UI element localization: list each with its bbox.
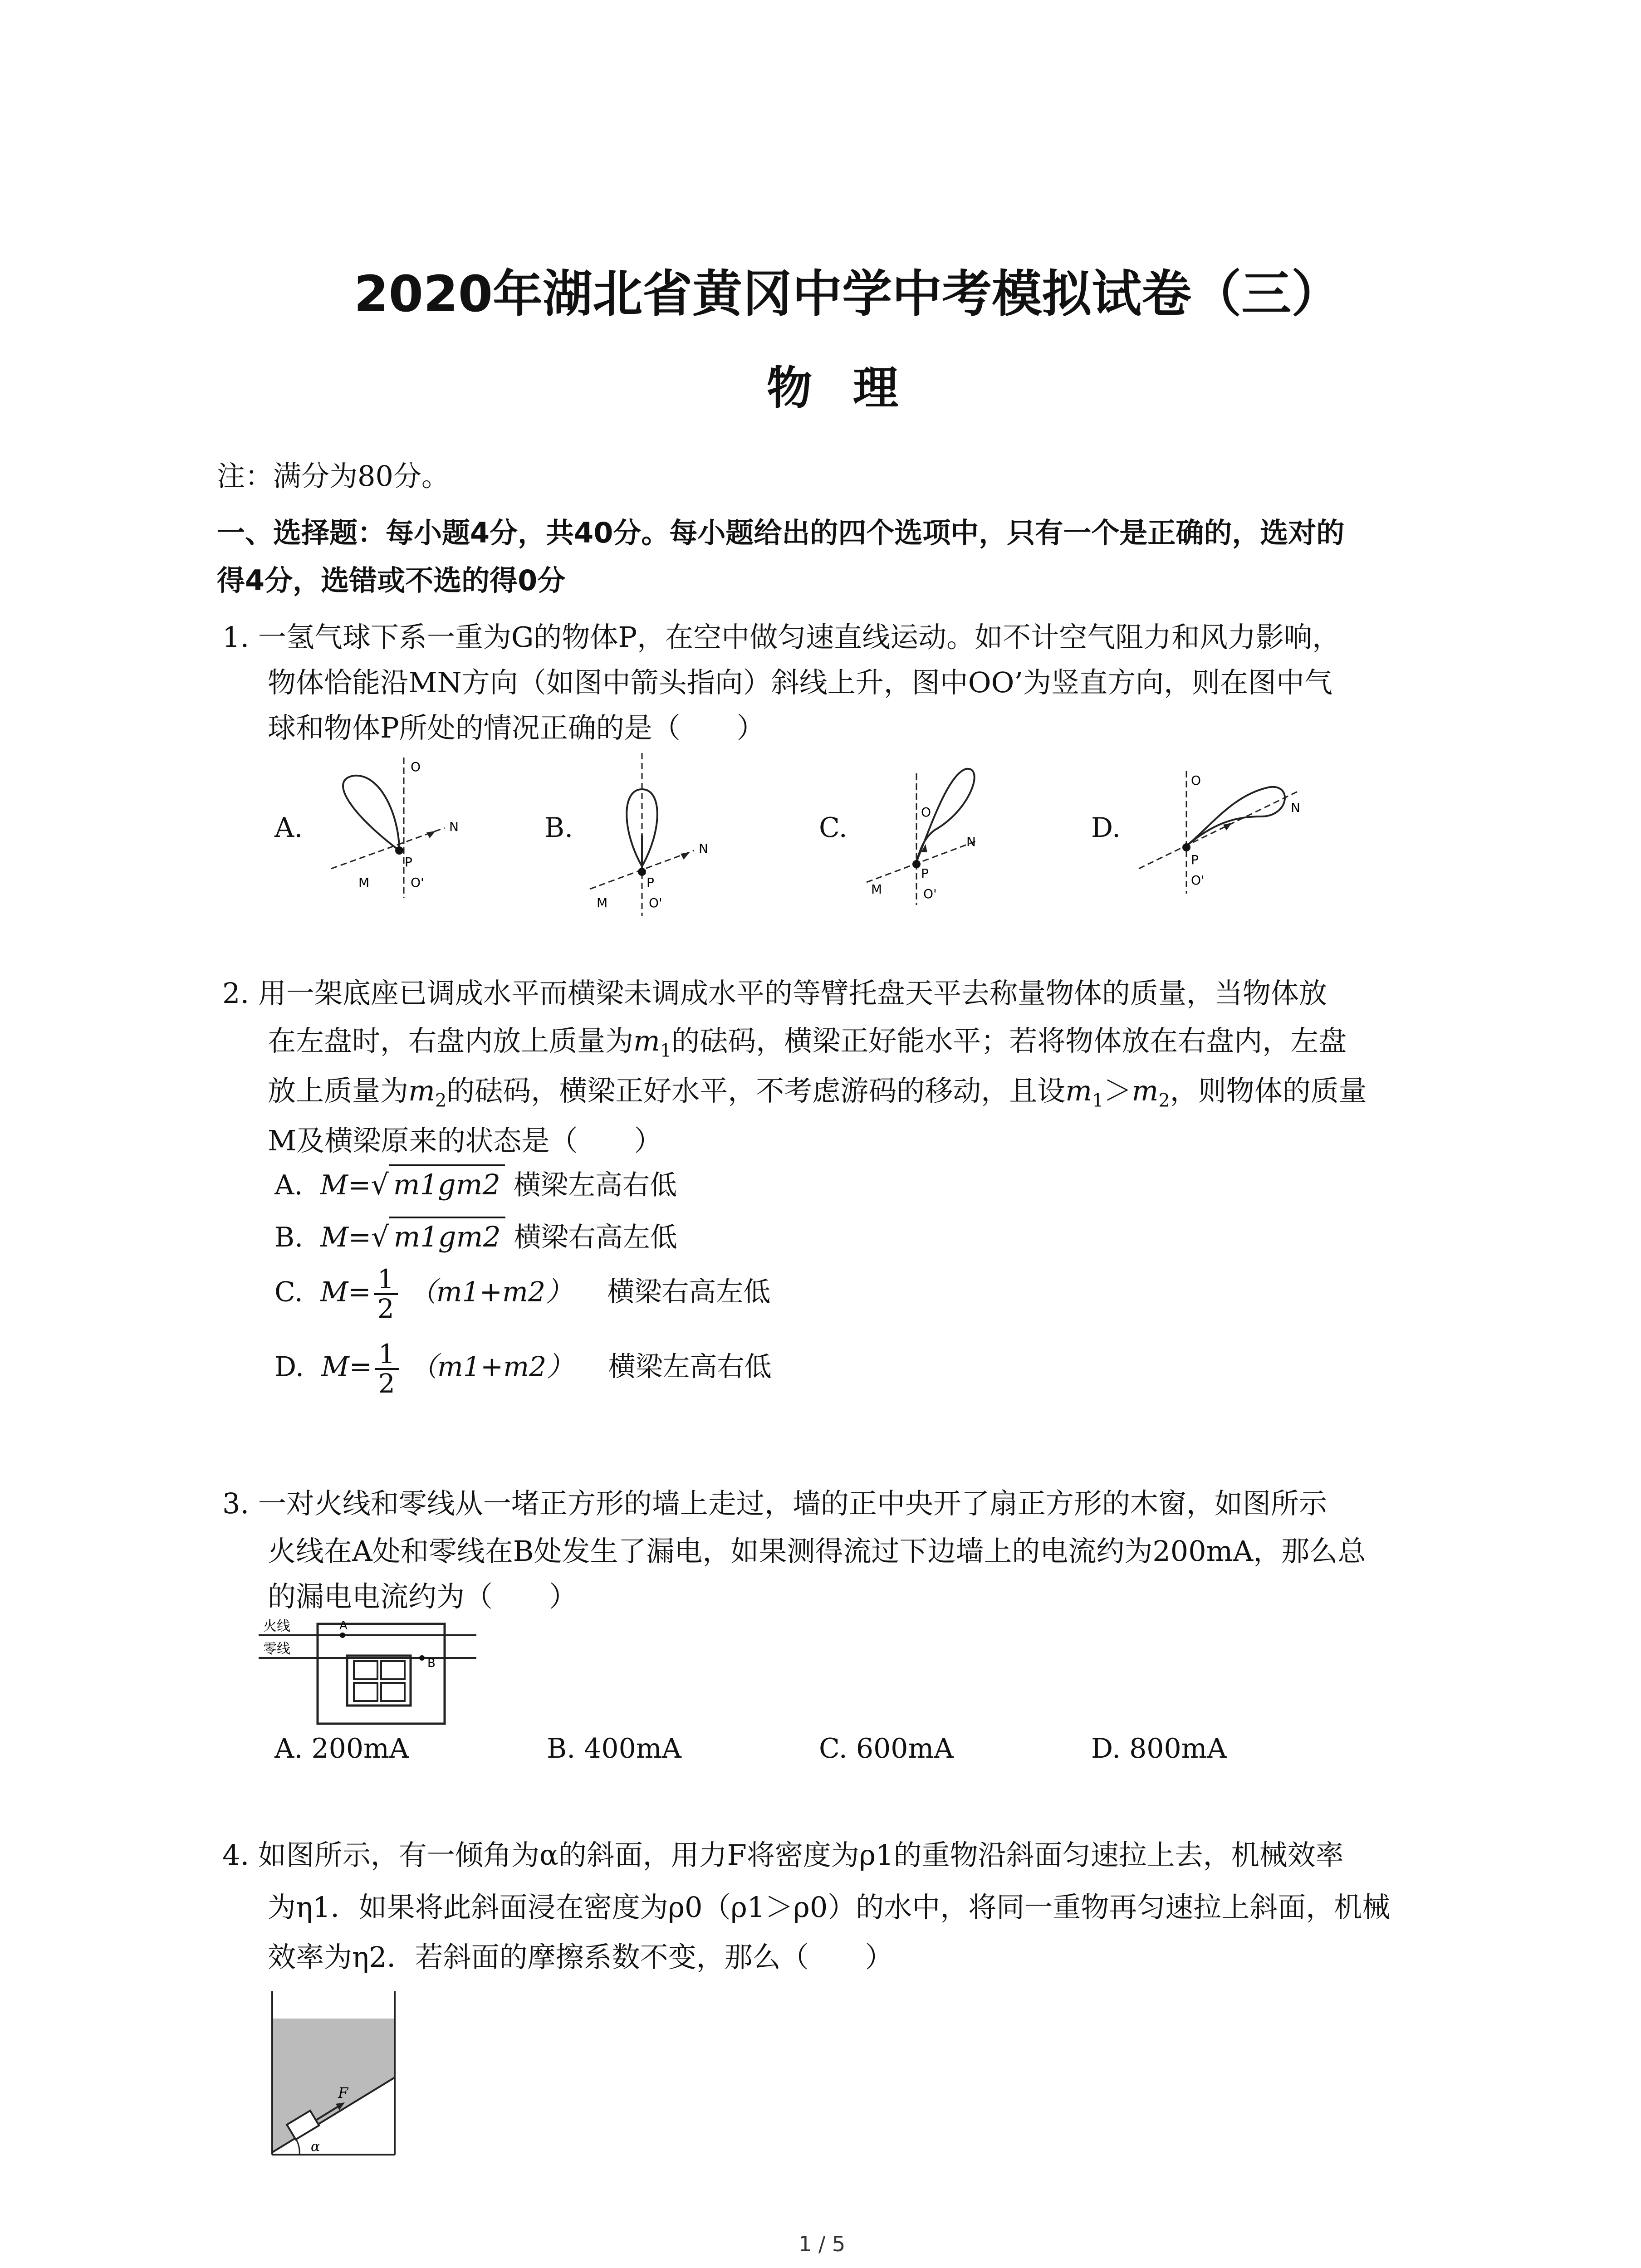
q2-c-label: C.	[274, 1276, 303, 1308]
q2-line3-d: ，则物体的质量	[1170, 1074, 1367, 1107]
fig-c-label-m: M	[871, 882, 882, 897]
q3-option-a[interactable]: A. 200mA	[274, 1733, 409, 1765]
q3-label-zero: 零线	[263, 1641, 290, 1657]
q2-d-text: 横梁左高右低	[608, 1351, 772, 1383]
fig-d-label-p: P	[1191, 852, 1199, 867]
q1-option-c[interactable]: C.	[819, 812, 847, 844]
q1-option-d[interactable]: D.	[1091, 812, 1121, 844]
q1-figure-d	[1134, 767, 1316, 898]
q3-option-c[interactable]: C. 600mA	[819, 1733, 954, 1765]
fig-d-label-n: N	[1291, 800, 1300, 815]
q2-m1b-sub: 1	[1092, 1090, 1104, 1111]
fig-b-label-n: N	[699, 841, 708, 856]
q1-option-b[interactable]: B.	[544, 812, 573, 844]
q1-figure-b	[585, 748, 721, 921]
page-number: 1 / 5	[798, 2232, 846, 2256]
fig-a-label-o2: O'	[411, 875, 424, 890]
q1-figure-c	[853, 755, 1007, 909]
q2-b-radicand: m1gm2	[389, 1217, 505, 1253]
fig-a-label-m: M	[358, 875, 370, 890]
q4-line2: 为η1．如果将此斜面浸在密度为ρ0（ρ1＞ρ0）的水中，将同一重物再匀速拉上斜面，机械	[268, 1891, 1391, 1924]
q1-line2: 物体恰能沿MN方向（如图中箭头指向）斜线上升，图中OO’为竖直方向，则在图中气	[268, 666, 1333, 699]
q2-c-den: 2	[377, 1293, 394, 1324]
q2-d-fraction	[375, 1340, 399, 1398]
q2-a-radicand: m1gm2	[389, 1164, 505, 1201]
fig-c-label-o: O	[921, 805, 931, 820]
q1-line3: 球和物体P所处的情况正确的是（ ）	[268, 711, 765, 744]
q3-option-d[interactable]: D. 800mA	[1091, 1733, 1227, 1765]
fig-a-label-o: O	[411, 759, 421, 774]
score-note: 注：满分为80分。	[217, 459, 450, 493]
q1-option-a[interactable]: A.	[274, 812, 303, 844]
section1-heading-line1: 一、选择题：每小题4分，共40分。每小题给出的四个选项中，只有一个是正确的，选对的	[217, 516, 1345, 549]
q2-line3-b: 的砝码，横梁正好水平，不考虑游码的移动，且设	[446, 1074, 1066, 1107]
fig-d-label-o: O	[1191, 773, 1201, 788]
fig-a-label-p: P	[405, 855, 412, 870]
q3-label-b: B	[427, 1657, 436, 1670]
sqrt-symbol: √ m1gm2	[371, 1168, 505, 1201]
fig-c-label-p: P	[921, 866, 929, 881]
q3-label-a: A	[339, 1619, 348, 1633]
q2-a-eq: M=	[320, 1169, 371, 1201]
q3-label-fire: 火线	[263, 1618, 290, 1634]
q3-wall-figure	[259, 1615, 485, 1733]
sqrt-symbol: √ m1gm2	[371, 1220, 505, 1253]
q2-c-paren: （m1+m2）	[409, 1276, 573, 1308]
q2-line3-a: 放上质量为	[268, 1074, 409, 1107]
q4-incline-figure	[268, 1991, 404, 2159]
q2-m1b: m	[1065, 1074, 1092, 1107]
q2-option-a[interactable]	[274, 1163, 677, 1202]
q2-a-label: A.	[274, 1169, 303, 1201]
q2-m2b: m	[1132, 1074, 1159, 1107]
q2-c-text: 横梁右高左低	[607, 1276, 771, 1308]
q2-line4: M及横梁原来的状态是（ ）	[268, 1124, 662, 1157]
fig-a-label-n: N	[449, 819, 459, 834]
q3-line1: 3. 一对火线和零线从一堵正方形的墙上走过，墙的正中央开了扇正方形的木窗，如图所示	[222, 1487, 1327, 1520]
fig-b-label-o2: O'	[649, 895, 662, 910]
q2-line2	[268, 1018, 1347, 1061]
q2-m1-sub: 1	[660, 1040, 672, 1061]
q4-line3: 效率为η2．若斜面的摩擦系数不变，那么（ ）	[268, 1941, 893, 1974]
q2-c-num: 1	[374, 1266, 398, 1295]
q2-line1: 2. 用一架底座已调成水平而横梁未调成水平的等臂托盘天平去称量物体的质量，当物体放	[222, 977, 1327, 1010]
q3-line2: 火线在A处和零线在B处发生了漏电，如果测得流过下边墙上的电流约为200mA，那么总	[268, 1535, 1366, 1568]
q2-c-eq: M=	[320, 1276, 371, 1308]
q2-option-d[interactable]	[274, 1340, 772, 1398]
q2-d-eq: M=	[321, 1351, 372, 1383]
q2-line3-c: ＞	[1103, 1074, 1132, 1107]
q1-line1: 1. 一氢气球下系一重为G的物体P，在空中做匀速直线运动。如不计空气阻力和风力影响，	[222, 621, 1341, 654]
q2-m1: m	[633, 1024, 660, 1057]
q2-b-eq: M=	[320, 1222, 372, 1253]
q2-m2-sub: 2	[435, 1090, 447, 1111]
q2-d-paren: （m1+m2）	[410, 1351, 574, 1383]
q2-b-label: B.	[274, 1222, 304, 1253]
q3-option-b[interactable]: B. 400mA	[547, 1733, 681, 1765]
q3-line3: 的漏电电流约为（ ）	[268, 1580, 578, 1613]
q2-line3	[268, 1068, 1367, 1111]
fig-c-label-o2: O'	[923, 886, 937, 901]
q2-a-text: 横梁左高右低	[514, 1169, 677, 1201]
q2-c-fraction	[374, 1266, 398, 1323]
q2-m2b-sub: 2	[1158, 1090, 1170, 1111]
page-title: 2020年湖北省黄冈中学中考模拟试卷（三）	[354, 265, 1342, 323]
q2-d-den: 2	[378, 1368, 395, 1399]
q2-option-c[interactable]	[274, 1266, 770, 1323]
subject-title: 物理	[767, 362, 939, 415]
section1-heading-line2: 得4分，选错或不选的得0分	[217, 564, 566, 597]
q2-line2-a: 在左盘时，右盘内放上质量为	[268, 1024, 634, 1057]
q1-figure-a	[299, 753, 472, 903]
q4-label-f: F	[338, 2084, 348, 2102]
fig-b-label-m: M	[597, 895, 608, 910]
q2-m2: m	[408, 1074, 435, 1107]
fig-b-label-p: P	[647, 875, 654, 890]
q2-b-text: 横梁右高左低	[514, 1222, 677, 1253]
q2-line2-b: 的砝码，横梁正好能水平；若将物体放在右盘内，左盘	[671, 1024, 1347, 1057]
q4-line1: 4. 如图所示，有一倾角为α的斜面，用力F将密度为ρ1的重物沿斜面匀速拉上去，机械效率	[222, 1838, 1344, 1872]
fig-c-label-n: N	[966, 834, 976, 849]
q2-d-label: D.	[274, 1351, 304, 1383]
fig-d-label-o2: O'	[1191, 873, 1205, 888]
q4-label-alpha: α	[311, 2139, 320, 2155]
q2-option-b[interactable]	[274, 1216, 677, 1255]
q2-d-num: 1	[375, 1340, 399, 1370]
